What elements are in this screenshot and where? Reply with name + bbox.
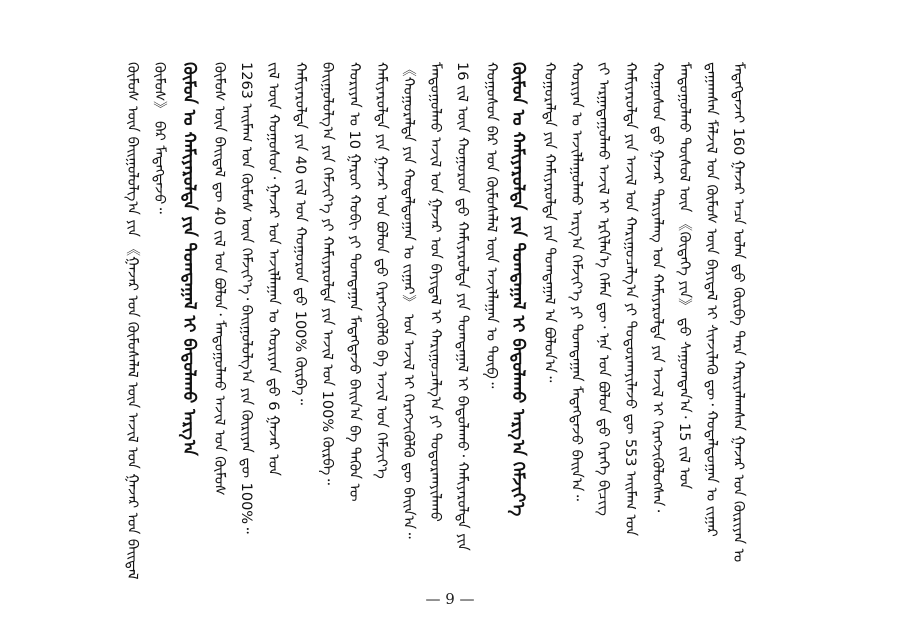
text-column: ᠵᠢᠯ ᠦᠨ ᠬᠤᠭᠤᠰᠤᠨ᠂ ᠭᠠᠵᠠᠷ ᠤᠨ ᠠᠵᠢᠯᠯᠠᠭᠠᠨ ᠤ ᠬᠤᠷᠢᠶᠠᠨ ᠳ᠋ᠤ 6 ᠭᠠᠵᠠᠷ ᠤᠨ (265, 62, 281, 476)
text-column: ᠬᠤᠷᠢᠶᠠᠨ ᠤ ᠠᠵᠢᠯᠯᠠᠭᠤᠯᠬᠤ ᠠᠷᠭ᠎ᠠ ᠬᠡᠮᠵᠢᠶ᠎ᠡ ᠶᠢ ᠲᠣᠭᠲᠠᠭᠠᠨ ᠮᠡᠳᠡᠭᠳᠡᠵᠦ ᠪᠠᠢᠨ᠎ᠠ᠃ (568, 62, 584, 501)
text-column: 16 ᠵᠢᠯ ᠦᠨ ᠬᠤᠭᠤᠷᠤᠨ ᠳ᠋ᠤ ᠬᠠᠮᠢᠶᠠᠷᠤᠯᠲᠠ ᠶᠢᠨ ᠲᠣᠭᠲᠠᠭᠠᠯ ᠢ ᠪᠠᠲᠤᠯᠠᠬᠤ᠂ ᠬᠠᠮᠢᠶᠠᠷᠤᠯᠲᠠ ᠶᠢᠨ (454, 62, 470, 551)
text-column: ᠬᠤᠷᠢᠶᠠᠨ ᠤ 10 ᠭᠠᠷᠤᠢ ᠬᠤᠪᠢ ᠶᠢ ᠲᠣᠭᠲᠠᠭᠠᠨ ᠮᠡᠳᠡᠭᠳᠡᠵᠦ ᠪᠠᠢᠨ᠎ᠠ ᠪᠠ ᠲᠡᠭᠦᠨ ᠦ (346, 62, 362, 502)
text-column: ᠬᠤᠭᠤᠰᠤᠨ ᠪᠠᠷ ᠤᠨ ᠬᠦᠮᠦᠰᠡᠯᠡᠯ ᠦᠨ ᠠᠵᠢᠯᠯᠠᠭᠠᠨ ᠤ ᠲᠦᠪ᠃ (483, 62, 499, 389)
text-column: ᠳ᠋ᠠᠭᠠᠭᠰᠠᠨ ᠮᠠᠯᠵᠢᠯ ᠤᠨ ᠬᠦᠮᠦᠰ ᠦᠨ ᠪᠠᠶᠢᠳᠠᠯ ᠢ ᠰᠢᠨᠵᠢᠯᠡᠬᠦ ᠳᠦ᠂ ᠬᠤᠳᠠᠯᠳᠤᠭᠠᠨ ᠤ ᠵᠢᠭᠠᠷ (703, 62, 719, 537)
text-column: ᠬᠤᠭᠤᠰᠤᠨ ᠳ᠋ᠤ ᠭᠠᠵᠠᠷ ᠲᠠᠷᠢᠶᠠᠯᠠᠩ ᠤᠨ ᠬᠠᠮᠢᠶᠠᠷᠤᠯᠲᠠ ᠶᠢᠨ ᠠᠵᠢᠯ ᠢ ᠬᠡᠷᠡᠭᠵᠢᠭᠦᠯᠦᠭᠰᠡᠨ᠂ (649, 62, 665, 513)
text-column: 1263 ᠠᠢᠮᠠᠭ ᠤᠨ ᠬᠦᠮᠦᠰ ᠦᠨ ᠬᠡᠮᠵᠢᠶ᠎ᠡ᠂ ᠪᠠᠢᠭᠤᠯᠤᠯᠭ᠎ᠠ ᠶᠢᠨ ᠬᠦᠷᠢᠶᠡᠨ ᠳᠦ 100%᠃ (238, 62, 254, 534)
text-column: ᠬᠠᠮᠢᠶᠠᠷᠤᠯᠲᠠ ᠶᠢᠨ ᠭᠠᠵᠠᠷ ᠤᠨ ᠪᠤᠯᠤᠨ ᠳ᠋ᠤ ᠬᠡᠷᠡᠭᠵᠢᠭᠦᠯᠬᠦ ᠪᠠ ᠠᠵᠢᠯ ᠤᠨ ᠬᠡᠮᠵᠢᠶ᠎ᠡ (373, 62, 389, 479)
text-column: ᠬᠦᠮᠦᠰ》 ᠪᠠᠷ ᠮᠡᠳᠡᠭᠳᠡᠵᠦ᠃ (151, 62, 167, 214)
text-column: ᠬᠠᠮᠢᠶᠠᠷᠤᠯᠲᠠ ᠶᠢᠨ ᠠᠵᠢᠯ ᠤᠨ ᠬᠠᠷᠢᠭᠤᠴᠠᠯᠭ᠎ᠠ ᠶᠢ ᠲᠣᠳᠤᠷᠬᠠᠶᠢᠯᠠᠵᠤ ᠳᠦ 553 ᠠᠢᠮᠠᠭ ᠤᠨ (622, 62, 638, 537)
text-column: ᠮᠡᠳᠡᠭᠳᠡᠵᠡᠢ 160 ᠭᠠᠵᠠᠷ ᠠᠴᠠ ᠤᠯᠠᠨ ᠳ᠋ᠤ ᠬᠦᠷᠪᠡ ᠲᠡᠷᠡ ᠬᠠᠷᠢᠶᠠᠯᠠᠭᠰᠠᠨ ᠭᠠᠵᠠᠷ ᠤᠨ ᠬᠦᠷᠢᠶᠡᠨ ᠤ (730, 62, 746, 563)
section-heading: ᠬᠦᠮᠦᠨ ᠤ ᠬᠠᠮᠢᠶᠠᠷᠤᠯᠲᠠ ᠶᠢᠨ ᠲᠣᠭᠲᠠᠭᠠᠯ ᠢ ᠪᠠᠲᠤᠯᠠᠬᠤ ᠠᠷᠭ᠎ᠠ (179, 62, 199, 456)
text-column: ᠬᠦᠮᠦᠰ ᠦᠨ ᠪᠠᠢᠭᠤᠯᠤᠯᠭ᠎ᠠ ᠶᠢᠨ 《ᠭᠠᠵᠠᠷ ᠤᠨ ᠬᠦᠮᠦᠰᠡᠯᠡᠯ ᠦᠨ ᠠᠵᠢᠯ ᠤᠨ ᠭᠠᠵᠠᠷ ᠤᠨ ᠪᠠᠢᠳᠠᠯ (124, 62, 140, 580)
text-column: ᠵᠢ ᠠᠷᠭᠠᠳᠠᠭᠤᠯᠬᠤ ᠠᠵᠢᠯ ᠢ ᠡᠷᠬᠢᠯᠡᠨ᠎ᠡ ᠬᠡᠮᠡᠨ ᠳᠦ᠂ ᠡᠨᠡ ᠤᠨ ᠪᠤᠯᠤᠨ ᠳ᠋ᠤ ᠭᠡᠷᠡᠭᠡ ᠪᠢᠴᠢᠭ (595, 62, 611, 516)
text-column: ᠬᠦᠮᠦᠰ ᠦᠨ ᠪᠠᠢᠳᠠᠯ ᠳᠦ 40 ᠵᠢᠯ ᠤᠨ ᠪᠤᠯᠤᠨ᠂ ᠮᠠᠨᠳᠤᠭᠤᠯᠬᠤ ᠠᠵᠢᠯ ᠤᠨ ᠬᠦᠮᠦᠰ (211, 62, 227, 496)
page-number: — 9 — (425, 590, 475, 608)
text-column: ᠮᠠᠨᠳᠤᠭᠤᠯᠬᠤ ᠲᠦᠰᠦᠯ ᠦᠨ 《ᠬᠦᠳᠡᠭᠡ ᠶᠢᠨ》 ᠳ᠋ᠤ ᠰᠠᠭᠤᠭᠳᠠᠨ᠎ᠠ᠂ 15 ᠵᠢᠯ ᠤᠨ (676, 62, 692, 490)
section-heading: ᠬᠦᠮᠦᠨ ᠤ ᠬᠠᠮᠢᠶᠠᠷᠤᠯᠲᠠ ᠶᠢᠨ ᠲᠣᠭᠲᠠᠭᠠᠯ ᠢ ᠪᠠᠲᠤᠯᠠᠬᠤ ᠠᠷᠭ᠎ᠠ ᠬᠡᠮᠵᠢᠶ᠎ᠡ (508, 62, 528, 517)
text-column: 《ᠬᠤᠭᠤᠷᠠᠯᠲᠠ ᠶᠢᠨ ᠬᠤᠳᠠᠯᠳᠤᠭᠠᠨ ᠤ ᠵᠢᠭᠠᠷ》 ᠤᠨ ᠠᠵᠢᠯ ᠢ ᠬᠡᠷᠡᠭᠵᠢᠭᠦᠯᠬᠦ ᠳᠦ ᠪᠠᠢᠨ᠎ᠠ᠃ (400, 62, 416, 539)
text-column: ᠬᠤᠭᠤᠷᠠᠯᠲᠠ ᠶᠢᠨ ᠬᠠᠮᠢᠶᠠᠷᠤᠯᠲᠠ ᠶᠢᠨ ᠲᠣᠭᠲᠠᠭᠠᠯ ᠠ ᠪᠤᠯᠤᠨ᠎ᠠ᠃ (541, 62, 557, 383)
text-column: ᠬᠠᠮᠢᠶᠠᠷᠤᠯᠲᠠ ᠶᠢᠨ 40 ᠵᠢᠯ ᠤᠨ ᠬᠤᠭᠤᠷᠤᠨ ᠳ᠋ᠤ 100% ᠬᠦᠷᠪᠡ᠃ (292, 62, 308, 405)
text-column: ᠪᠠᠢᠭᠤᠯᠤᠯᠭ᠎ᠠ ᠶᠢᠨ ᠬᠡᠮᠵᠢᠶ᠎ᠡ ᠶᠢ ᠬᠠᠮᠢᠶᠠᠷᠤᠯᠲᠠ ᠶᠢᠨ ᠠᠵᠢᠯ ᠤᠨ 100% ᠬᠦᠷᠪᠡ᠃ (319, 62, 335, 485)
text-column: ᠮᠠᠨᠳᠤᠭᠤᠯᠬᠤ ᠠᠵᠢᠯ ᠤᠨ ᠭᠠᠵᠠᠷ ᠤᠨ ᠪᠠᠶᠢᠳᠠᠯ ᠢ ᠬᠠᠷᠢᠭᠤᠴᠠᠯᠭ᠎ᠠ ᠶᠢ ᠲᠣᠳᠤᠷᠬᠠᠶᠢᠯᠠᠬᠤ (427, 62, 443, 522)
